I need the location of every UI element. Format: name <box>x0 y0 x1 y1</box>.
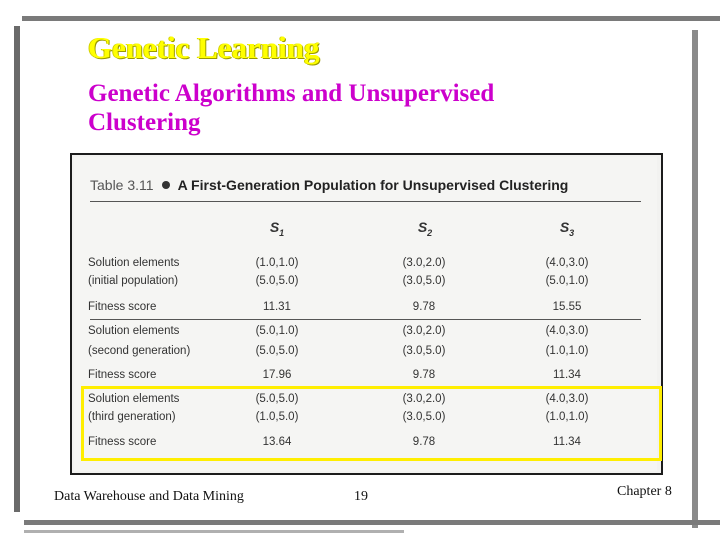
row-label: Fitness score <box>88 301 157 313</box>
frame-top-bar <box>22 16 720 21</box>
row-label: (initial population) <box>88 275 179 287</box>
table-cell: (4.0,3.0) <box>545 257 589 269</box>
table-cell: (3.0,5.0) <box>402 275 446 287</box>
table-cell: (4.0,3.0) <box>545 325 589 337</box>
table-cell: 11.34 <box>553 436 581 448</box>
table-caption <box>90 177 568 193</box>
table-cell: (3.0,2.0) <box>402 325 446 337</box>
table-cell: 9.78 <box>412 301 436 313</box>
table-cell: (5.0,5.0) <box>255 275 299 287</box>
third-generation-highlight-box <box>81 386 662 461</box>
table-cell: (5.0,5.0) <box>255 393 299 405</box>
table-cell: 11.31 <box>263 301 291 313</box>
table-cell: (1.0,5.0) <box>255 411 299 423</box>
footer-chapter: Chapter 8 <box>617 484 672 499</box>
table-cell: (3.0,2.0) <box>402 257 446 269</box>
row-label: Fitness score <box>88 369 157 381</box>
slide-title: Genetic Learning <box>88 30 320 65</box>
table-cell: (3.0,2.0) <box>402 393 446 405</box>
table-cell: (1.0,1.0) <box>255 257 299 269</box>
frame-right-bar <box>692 30 698 528</box>
row-label: (second generation) <box>88 345 191 357</box>
column-header-s3: $S_3$ <box>559 219 575 238</box>
table-page <box>74 157 657 471</box>
frame-left-bar <box>14 26 20 512</box>
table-number: Table 3.11 <box>90 177 154 193</box>
table-cell: 15.55 <box>552 301 582 313</box>
table-title: A First-Generation Population for Unsupervised Clustering <box>177 177 569 193</box>
table-cell: 17.96 <box>262 369 292 381</box>
table-cell: 9.78 <box>412 436 436 448</box>
table-cell: (1.0,1.0) <box>545 411 589 423</box>
row-label: Solution elements <box>88 257 180 269</box>
footer-course-name: Data Warehouse and Data Mining <box>54 489 244 504</box>
table-cell: 9.78 <box>412 369 436 381</box>
slide-subtitle: Genetic Algorithms and Unsupervised Clustering <box>88 80 495 136</box>
table-cell: (5.0,5.0) <box>255 345 299 357</box>
row-label: (third generation) <box>88 411 176 423</box>
frame-bottom-bar <box>24 520 720 525</box>
table-cell: (3.0,5.0) <box>402 345 446 357</box>
footer-page-number: 19 <box>354 489 368 504</box>
column-header-s1: $S_1$ <box>269 219 285 238</box>
row-label: Fitness score <box>88 436 157 448</box>
frame-bottom-shadow <box>24 530 404 533</box>
table-cell: (3.0,5.0) <box>402 411 446 423</box>
column-header-s2: $S_2$ <box>417 219 433 238</box>
bullet-icon <box>162 181 170 189</box>
table-cell: (5.0,1.0) <box>255 325 299 337</box>
table-cell: 11.34 <box>553 369 581 381</box>
table-group-rule <box>90 319 641 320</box>
row-label: Solution elements <box>88 393 180 405</box>
scanned-table-image <box>70 153 663 475</box>
table-cell: (5.0,1.0) <box>545 275 589 287</box>
table-cell: (4.0,3.0) <box>545 393 589 405</box>
table-cell: 13.64 <box>262 436 292 448</box>
table-cell: (1.0,1.0) <box>545 345 589 357</box>
row-label: Solution elements <box>88 325 180 337</box>
table-top-rule <box>90 201 641 202</box>
